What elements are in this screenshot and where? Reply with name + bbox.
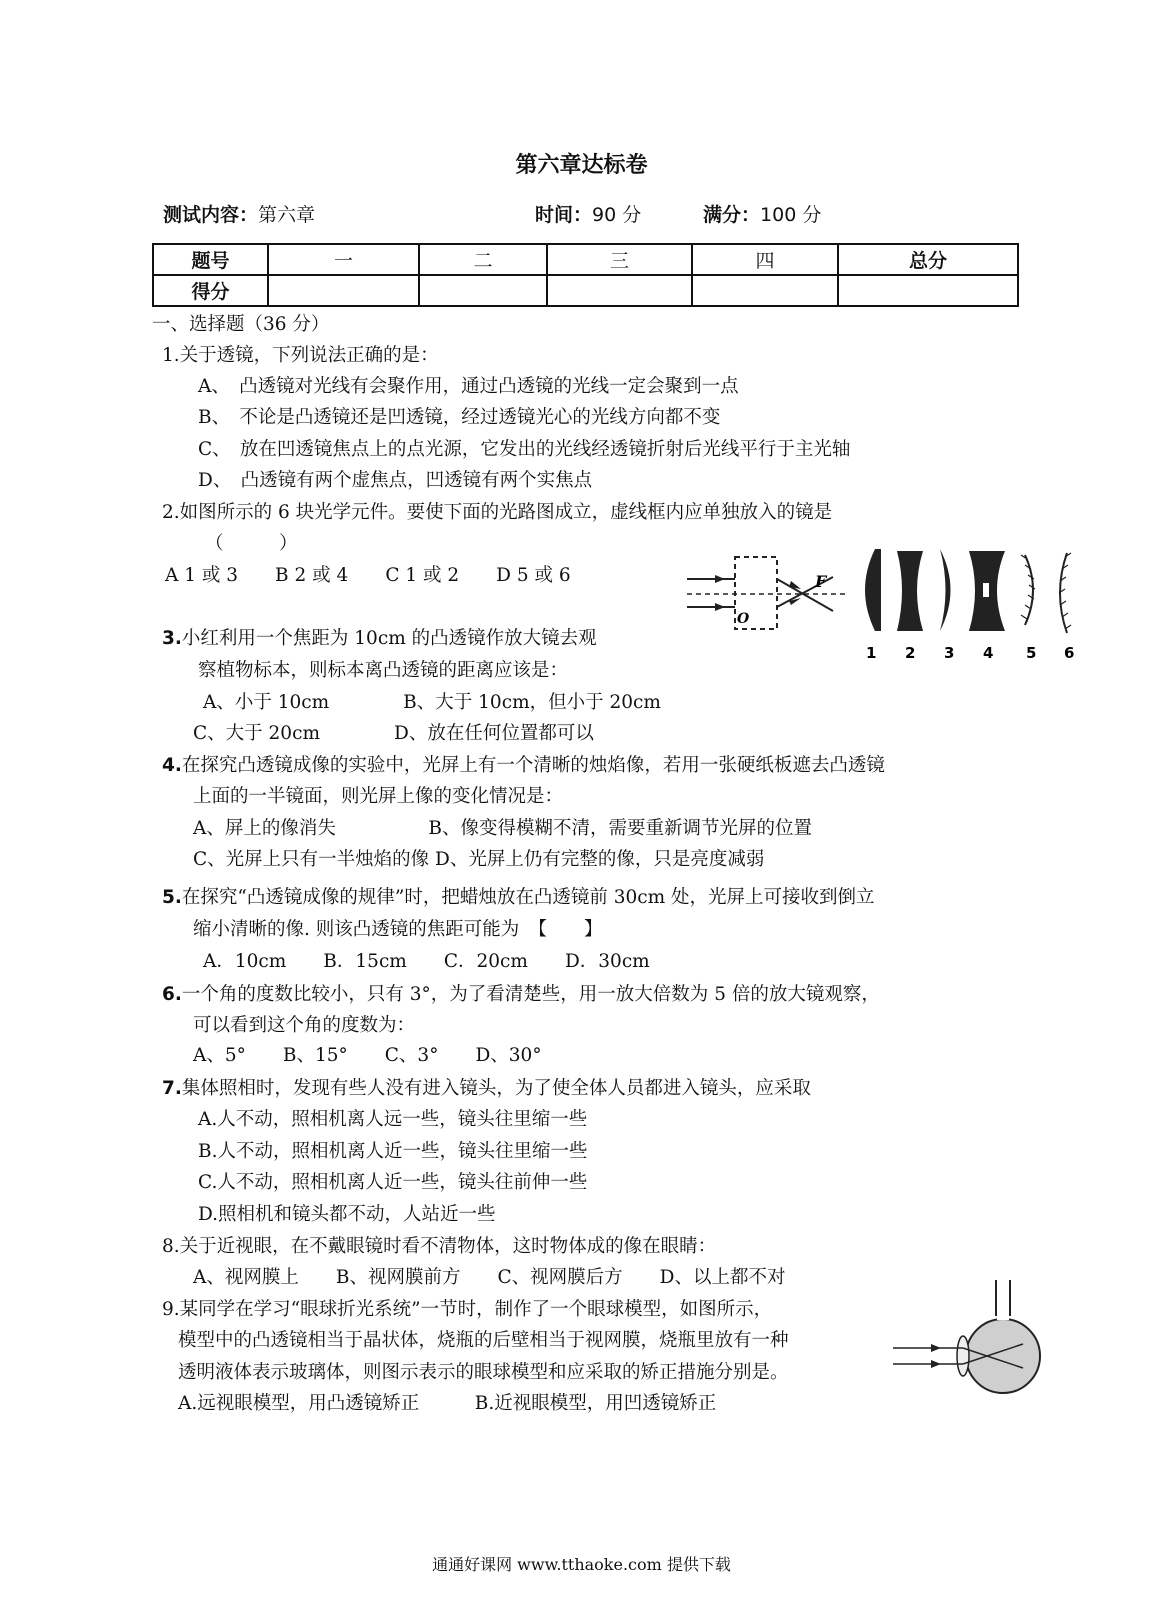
arrow-icon	[931, 1344, 941, 1352]
score-cell: 总分	[838, 244, 1018, 275]
exam-time-label: 时间：	[535, 204, 593, 226]
page-footer: 通通好课网 www.tthaoke.com 提供下载	[432, 1555, 731, 1574]
score-cell: 二	[419, 244, 547, 275]
q7-number: 7.	[162, 1078, 182, 1099]
q3-stem-line2: 察植物标本，则标本离凸透镜的距离应该是：	[198, 660, 569, 681]
q6-options: A、5° B、15° C、3° D、30°	[193, 1045, 542, 1066]
q1-option-d: D、 凸透镜有两个虚焦点，凹透镜有两个实焦点	[198, 470, 593, 491]
score-cell: 三	[547, 244, 692, 275]
score-input-cell[interactable]	[838, 275, 1018, 306]
lens-shape	[957, 1336, 969, 1376]
arrow-icon	[715, 575, 725, 583]
q7-option-d: D.照相机和镜头都不动，人站近一些	[198, 1204, 496, 1225]
q6-stem-text: 一个角的度数比较小，只有 3°，为了看清楚些，用一放大倍数为 5 倍的放大镜观察，	[181, 984, 880, 1005]
q2-paren: （ ）	[205, 533, 298, 554]
exam-time	[535, 200, 641, 227]
q6-number: 6.	[162, 984, 182, 1005]
q3-number: 3.	[162, 628, 182, 649]
score-cell: 得分	[153, 275, 268, 306]
full-score	[703, 200, 821, 227]
flask-bulb-shape	[966, 1319, 1040, 1393]
score-table-score-row	[153, 275, 1018, 306]
section-heading: 一、选择题（36 分）	[152, 314, 330, 335]
score-input-cell[interactable]	[268, 275, 419, 306]
score-cell: 题号	[153, 244, 268, 275]
score-table-header-row	[153, 244, 1018, 275]
q5-stem-text: 在探究“凸透镜成像的规律”时，把蜡烛放在凸透镜前 30cm 处，光屏上可接收到倒立	[181, 887, 875, 908]
focus-label: F	[815, 572, 827, 591]
q6-stem-line2: 可以看到这个角的度数为：	[193, 1015, 416, 1036]
element-number: 1	[866, 644, 877, 662]
element-number: 6	[1064, 644, 1075, 662]
q5-number: 5.	[162, 887, 182, 908]
q1-option-c: C、 放在凹透镜焦点上的点光源，它发出的光线经透镜折射后光线平行于主光轴	[198, 439, 851, 460]
test-content	[163, 200, 315, 227]
q1-option-a: A、 凸透镜对光线有会聚作用，通过凸透镜的光线一定会聚到一点	[198, 376, 739, 397]
q7-stem-text: 集体照相时，发现有些人没有进入镜头，为了使全体人员都进入镜头，应采取	[181, 1078, 811, 1099]
q9-stem-line1: 9.某同学在学习“眼球折光系统”一节时，制作了一个眼球模型，如图所示，	[162, 1299, 773, 1320]
page-title: 第六章达标卷	[515, 153, 648, 178]
q7-option-b: B.人不动，照相机离人近一些，镜头往里缩一些	[198, 1141, 588, 1162]
q4-number: 4.	[162, 755, 182, 776]
q4-stem-line2: 上面的一半镜面，则光屏上像的变化情况是：	[193, 786, 564, 807]
q7-option-c: C.人不动，照相机离人近一些，镜头往前伸一些	[198, 1172, 588, 1193]
q3-stem-text: 小红利用一个焦距为 10cm 的凸透镜作放大镜去观	[181, 628, 597, 649]
q9-stem-line2: 模型中的凸透镜相当于晶状体，烧瓶的后壁相当于视网膜，烧瓶里放有一种	[178, 1330, 789, 1351]
q5-options: A．10cm B．15cm C．20cm D．30cm	[203, 951, 650, 972]
q1-option-b: B、 不论是凸透镜还是凹透镜，经过透镜光心的光线方向都不变	[198, 407, 721, 428]
full-score-label: 满分：	[703, 204, 761, 226]
q9-options-ab: A.远视眼模型，用凸透镜矫正 B.近视眼模型，用凹透镜矫正	[178, 1393, 717, 1414]
concave-lens-shape	[897, 551, 923, 631]
score-table	[152, 243, 1019, 307]
eye-model-figure	[893, 1278, 1043, 1398]
plano-convex-lens-shape	[865, 549, 881, 631]
concave-mirror-shape	[1060, 553, 1067, 633]
q3-options-cd: C、大于 20cm D、放在任何位置都可以	[193, 723, 594, 744]
exam-time-value: 90 分	[592, 204, 642, 226]
q9-stem-line3: 透明液体表示玻璃体，则图示表示的眼球模型和应采取的矫正措施分别是。	[178, 1362, 789, 1383]
q8-options: A、视网膜上 B、视网膜前方 C、视网膜后方 D、以上都不对	[193, 1267, 786, 1288]
q4-options-cd: C、光屏上只有一半烛焰的像 D、光屏上仍有完整的像，只是亮度减弱	[193, 849, 765, 870]
q7-stem	[162, 1076, 811, 1102]
q3-options-ab: A、小于 10cm B、大于 10cm，但小于 20cm	[203, 692, 661, 713]
q2-options: A 1 或 3 B 2 或 4 C 1 或 2 D 5 或 6	[165, 565, 571, 586]
convex-lens-shape	[940, 549, 951, 631]
score-input-cell[interactable]	[692, 275, 838, 306]
test-content-label: 测试内容：	[163, 204, 259, 226]
score-input-cell[interactable]	[547, 275, 692, 306]
element-number: 2	[905, 644, 916, 662]
element-number: 3	[944, 644, 955, 662]
q6-stem-line1	[162, 982, 880, 1008]
q4-options-ab: A、屏上的像消失 B、像变得模糊不清，需要重新调节光屏的位置	[193, 818, 812, 839]
q8-stem: 8.关于近视眼，在不戴眼镜时看不清物体，这时物体成的像在眼睛：	[162, 1236, 717, 1257]
arrow-icon	[715, 603, 725, 611]
element-number: 5	[1026, 644, 1037, 662]
arrow-icon	[931, 1360, 941, 1368]
full-score-value: 100 分	[760, 204, 822, 226]
score-cell: 四	[692, 244, 838, 275]
optical-center-label: O	[737, 611, 750, 627]
score-input-cell[interactable]	[419, 275, 547, 306]
q4-stem-line1	[162, 753, 885, 779]
q2-stem: 2.如图所示的 6 块光学元件。要使下面的光路图成立，虚线框内应单独放入的镜是	[162, 502, 833, 523]
q5-stem-line1	[162, 885, 875, 911]
element-number: 4	[983, 644, 994, 662]
q7-option-a: A.人不动，照相机离人远一些，镜头往里缩一些	[198, 1109, 588, 1130]
test-content-value: 第六章	[258, 204, 316, 226]
q5-stem-line2: 缩小清晰的像. 则该凸透镜的焦距可能为 【 】	[193, 919, 603, 940]
q4-stem-text: 在探究凸透镜成像的实验中，光屏上有一个清晰的烛焰像，若用一张硬纸板遮去凸透镜	[181, 755, 885, 776]
q1-stem: 1.关于透镜，下列说法正确的是：	[162, 345, 439, 366]
score-cell: 一	[268, 244, 419, 275]
optics-elements-figure	[685, 545, 1080, 670]
q3-stem-line1	[162, 626, 597, 652]
